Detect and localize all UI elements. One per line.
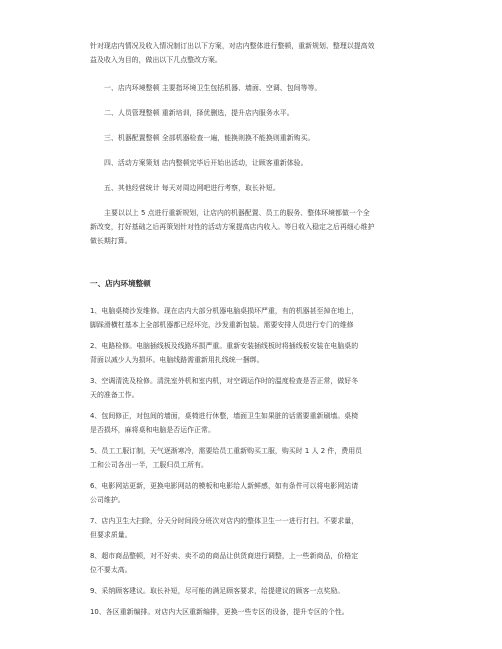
item-5-line-2: 工和公司各出一半，工服归员工所有。: [90, 461, 208, 469]
summary-item-5: 五、其他经营统计 每天对周边网吧进行考察，取长补短。: [104, 184, 280, 192]
item-2-line-1: 2、电路检修。电脑插线板及线路坏损严重。重新安装插线板时将插线板安装在电脑桌的: [90, 342, 359, 350]
section-heading: 一、店内环境整顿: [90, 279, 151, 288]
plan-line-1: 主要以以上 5 点进行重新规划，让店内的机器配置、员工的服务、整体环境都做一个全: [104, 209, 370, 217]
item-1-line-2: 脚踩滑横杠基本上全部机器都已经坏完，沙发重新包装。需要安排人员进行专门的维修: [90, 321, 354, 329]
item-10-line-1: 10、各区重新编排。对店内大区重新编排，更换一些专区的设备，提升专区的个性。: [90, 608, 349, 616]
item-4-line-1: 4、包间修正，对包间的墙面，桌椅进行休整，墙面卫生如果脏的话需要重新刷墙。桌椅: [90, 412, 359, 420]
item-8-line-2: 位不要太高。: [90, 566, 132, 574]
item-6-line-2: 公司维护。: [90, 496, 125, 504]
item-6-line-1: 6、电影网站更新，更换电影网站的模板和电影给人新鲜感，如有条件可以将电影网站请: [90, 482, 359, 490]
item-5-line-1: 5、员工工服订制，天气逐渐寒冷，需要给员工重新购买工服，购买时 1 人 2 件，费用员: [90, 447, 363, 455]
item-8-line-1: 8、超市商品整顿，对不好卖、卖不动的商品让供货商进行调整，上一些新商品，价格定: [90, 552, 359, 560]
item-1-line-1: 1、电脑桌椅沙发维修。现在店内大部分机器电脑桌损坏严重，有的机器甚至掉在地上，: [90, 307, 359, 315]
item-3-line-2: 天的准备工作。: [90, 391, 139, 399]
item-3-line-1: 3、空调清洗及检修。清洗室外机和室内机，对空调运作时的温度检查是否正常，做好冬: [90, 377, 359, 385]
item-9-line-1: 9、采纳顾客建议。取长补短，尽可能的满足顾客要求，给提建议的顾客一点奖励。: [90, 587, 345, 595]
summary-item-1: 一、店内环境整顿 主要指环境卫生包括机器、墙面、空调、包间等等。: [104, 84, 322, 92]
summary-item-3: 三、机器配置整顿 全部机器检查一遍，能换则换不能换则重新购买。: [104, 134, 315, 142]
plan-line-3: 做长期打算。: [90, 237, 132, 245]
item-7-line-2: 但要求质量。: [90, 531, 132, 539]
summary-item-4: 四、活动方案策划 店内整顿完毕后开始出活动，让顾客重新体验。: [104, 159, 308, 167]
plan-line-2: 新改变，打好基础之后再策划针对性的活动方案提高店内收入。等日收入稳定之后再细心维护: [90, 223, 375, 231]
summary-item-2: 二、人员管理整顿 重新培训，择优删选，提升店内服务水平。: [104, 109, 294, 117]
intro-line-2: 益及收入为目的，做出以下几点整改方案。: [90, 56, 222, 64]
item-2-line-2: 背面以减少人为损坏。电脑线路需重新用扎线统一捆绑。: [90, 356, 264, 364]
intro-line-1: 针对现店内情况及收入情况制订出以下方案，对店内整体进行整顿，重新规划、整理以提高效: [90, 42, 375, 50]
item-4-line-2: 是否损坏，麻将桌和电脑是否运作正常。: [90, 426, 215, 434]
item-7-line-1: 7、店内卫生大扫除，分天分时间段分班次对店内的整体卫生一一进行打扫。不要求量，: [90, 517, 359, 525]
